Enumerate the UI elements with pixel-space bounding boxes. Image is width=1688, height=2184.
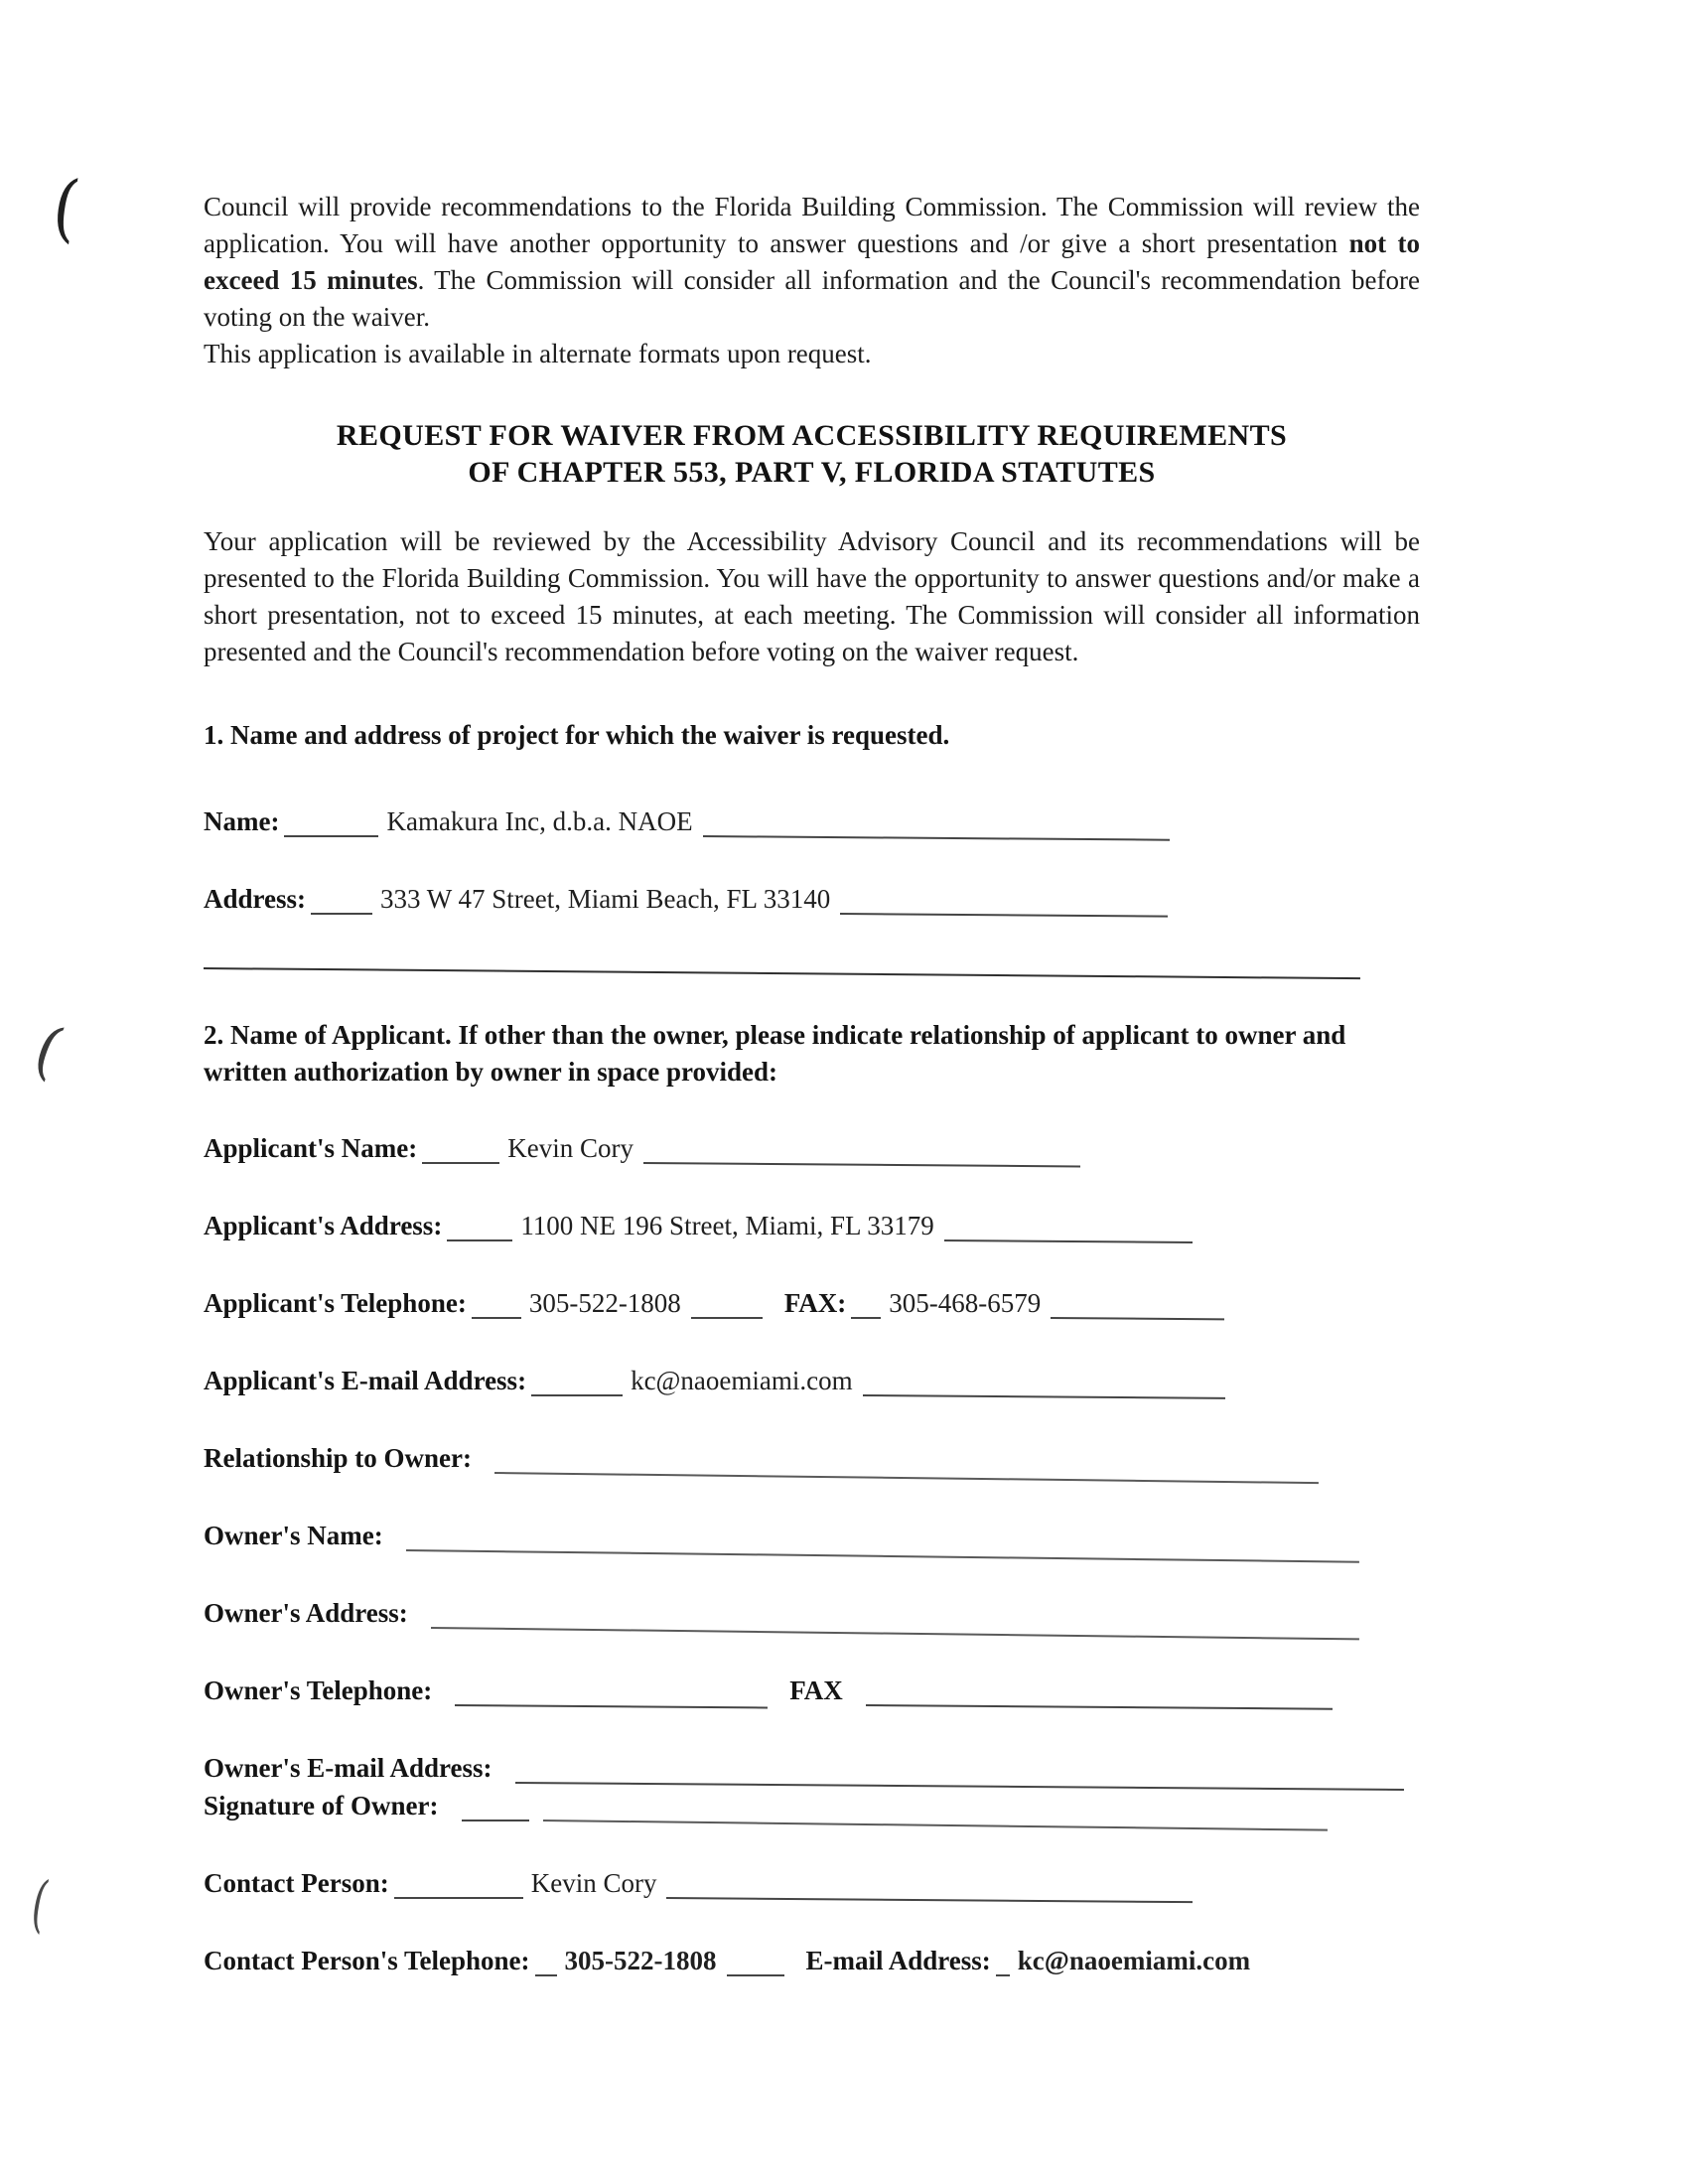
project-address-label: Address: xyxy=(204,884,307,914)
contact-telephone-value: 305-522-1808 xyxy=(564,1946,717,1975)
document-title-line1: REQUEST FOR WAIVER FROM ACCESSIBILITY REQUIREMENTS xyxy=(336,419,1288,452)
document-title-line2: OF CHAPTER 553, PART V, FLORIDA STATUTES xyxy=(468,456,1156,489)
applicant-telephone-label: Applicant's Telephone: xyxy=(204,1288,467,1318)
intro-text-after: . The Commission will consider all information and the Council's recommendation before voting on the waiver. xyxy=(204,265,1420,332)
contact-email-value: kc@naoemiami.com xyxy=(1017,1946,1251,1975)
blank-underline xyxy=(422,1154,499,1164)
section2-heading: 2. Name of Applicant. If other than the owner, please indicate relationship of applicant to owner and written authorization by owner in space provided: xyxy=(204,1020,1346,1087)
applicant-name-label: Applicant's Name: xyxy=(204,1133,418,1163)
blank-underline xyxy=(531,1386,623,1396)
section1-fields xyxy=(204,803,1420,918)
field-row-applicant-telephone xyxy=(204,1285,1420,1322)
section1-heading: 1. Name and address of project for which the waiver is requested. xyxy=(204,720,950,750)
blank-underline xyxy=(727,1966,784,1976)
contact-person-value: Kevin Cory xyxy=(530,1868,657,1898)
project-name-label: Name: xyxy=(204,806,280,836)
blank-underline xyxy=(643,1154,1080,1167)
blank-underline xyxy=(863,1386,1225,1399)
field-row-applicant-email xyxy=(204,1363,1420,1399)
owner-signature-label: Signature of Owner: xyxy=(204,1791,439,1820)
field-row-applicant-name xyxy=(204,1130,1420,1167)
owner-address-label: Owner's Address: xyxy=(204,1598,408,1628)
blank-underline xyxy=(996,1966,1010,1976)
field-row-contact-telephone xyxy=(204,1943,1420,1979)
blank-underline xyxy=(462,1812,529,1821)
field-row-project-name xyxy=(204,803,1420,840)
blank-underline xyxy=(406,1541,1359,1563)
blank-underline xyxy=(284,827,378,837)
document-content xyxy=(204,189,1420,2020)
applicant-telephone-value: 305-522-1808 xyxy=(528,1288,681,1318)
intro-text-bold: not to exceed 15 minutes xyxy=(204,228,1421,295)
contact-telephone-label: Contact Person's Telephone: xyxy=(204,1946,530,1975)
document-title xyxy=(213,417,1410,491)
intro-text-before: Council will provide recommendations to the Florida Building Commission. The Commission will review the application. You will have another opportunity to answer questions and /or give a short presentation xyxy=(204,192,1420,258)
blank-underline xyxy=(494,1464,1319,1484)
section2-fields xyxy=(204,1130,1420,1979)
blank-underline xyxy=(311,905,372,915)
blank-underline xyxy=(472,1309,521,1319)
owner-email-label: Owner's E-mail Address: xyxy=(204,1753,492,1783)
contact-email-label: E-mail Address: xyxy=(805,1946,991,1975)
blank-underline xyxy=(703,827,1170,841)
alternate-format-note: This application is available in alternate formats upon request. xyxy=(204,339,872,368)
applicant-address-label: Applicant's Address: xyxy=(204,1211,443,1240)
blank-underline xyxy=(666,1889,1193,1903)
field-row-owner-signature xyxy=(204,1788,1420,1824)
field-row-contact-person xyxy=(204,1865,1420,1902)
blank-underline xyxy=(851,1309,881,1319)
blank-underline xyxy=(543,1812,1328,1831)
blank-underline xyxy=(535,1966,557,1976)
blank-underline xyxy=(691,1309,763,1319)
scan-artifact-paren-bottom: ( xyxy=(26,1866,54,1941)
project-name-value: Kamakura Inc, d.b.a. NAOE xyxy=(386,806,693,836)
blank-underline xyxy=(431,1619,1359,1640)
field-row-owner-telephone xyxy=(204,1673,1420,1709)
intro-paragraph xyxy=(204,189,1420,336)
blank-underline xyxy=(944,1232,1193,1243)
field-row-applicant-address xyxy=(204,1208,1420,1244)
field-row-owner-name xyxy=(204,1518,1420,1554)
applicant-email-label: Applicant's E-mail Address: xyxy=(204,1366,527,1395)
blank-underline xyxy=(394,1889,523,1899)
project-address-value: 333 W 47 Street, Miami Beach, FL 33140 xyxy=(380,884,831,914)
owner-telephone-label: Owner's Telephone: xyxy=(204,1675,433,1705)
applicant-address-value: 1100 NE 196 Street, Miami, FL 33179 xyxy=(520,1211,934,1240)
blank-underline xyxy=(447,1232,512,1241)
field-row-owner-address xyxy=(204,1595,1420,1632)
blank-underline xyxy=(1051,1309,1224,1320)
blank-underline xyxy=(866,1696,1333,1710)
field-row-project-address xyxy=(204,881,1420,918)
scan-artifact-paren-middle: ( xyxy=(25,1012,71,1090)
applicant-name-value: Kevin Cory xyxy=(507,1133,633,1163)
field-row-relationship xyxy=(204,1440,1420,1477)
blank-underline xyxy=(455,1696,768,1708)
applicant-fax-label: FAX: xyxy=(783,1288,847,1318)
owner-fax-label: FAX xyxy=(789,1675,843,1705)
scan-artifact-paren-top: ( xyxy=(48,163,84,252)
blank-underline xyxy=(840,905,1168,918)
owner-name-label: Owner's Name: xyxy=(204,1521,383,1550)
review-paragraph: Your application will be reviewed by the Accessibility Advisory Council and its recommendations will be presented to the Florida Building Commission. You will have the opportunity to answer questions and/or make a short presentation, not to exceed 15 minutes, at each meeting. The Commission will consider all information presented and the Council's recommendation before voting on the waiver request. xyxy=(204,526,1420,666)
contact-person-label: Contact Person: xyxy=(204,1868,389,1898)
relationship-label: Relationship to Owner: xyxy=(204,1443,472,1473)
applicant-fax-value: 305-468-6579 xyxy=(889,1288,1042,1318)
applicant-email-value: kc@naoemiami.com xyxy=(631,1366,853,1395)
field-row-owner-email xyxy=(204,1750,1420,1787)
separator-line xyxy=(204,967,1360,979)
